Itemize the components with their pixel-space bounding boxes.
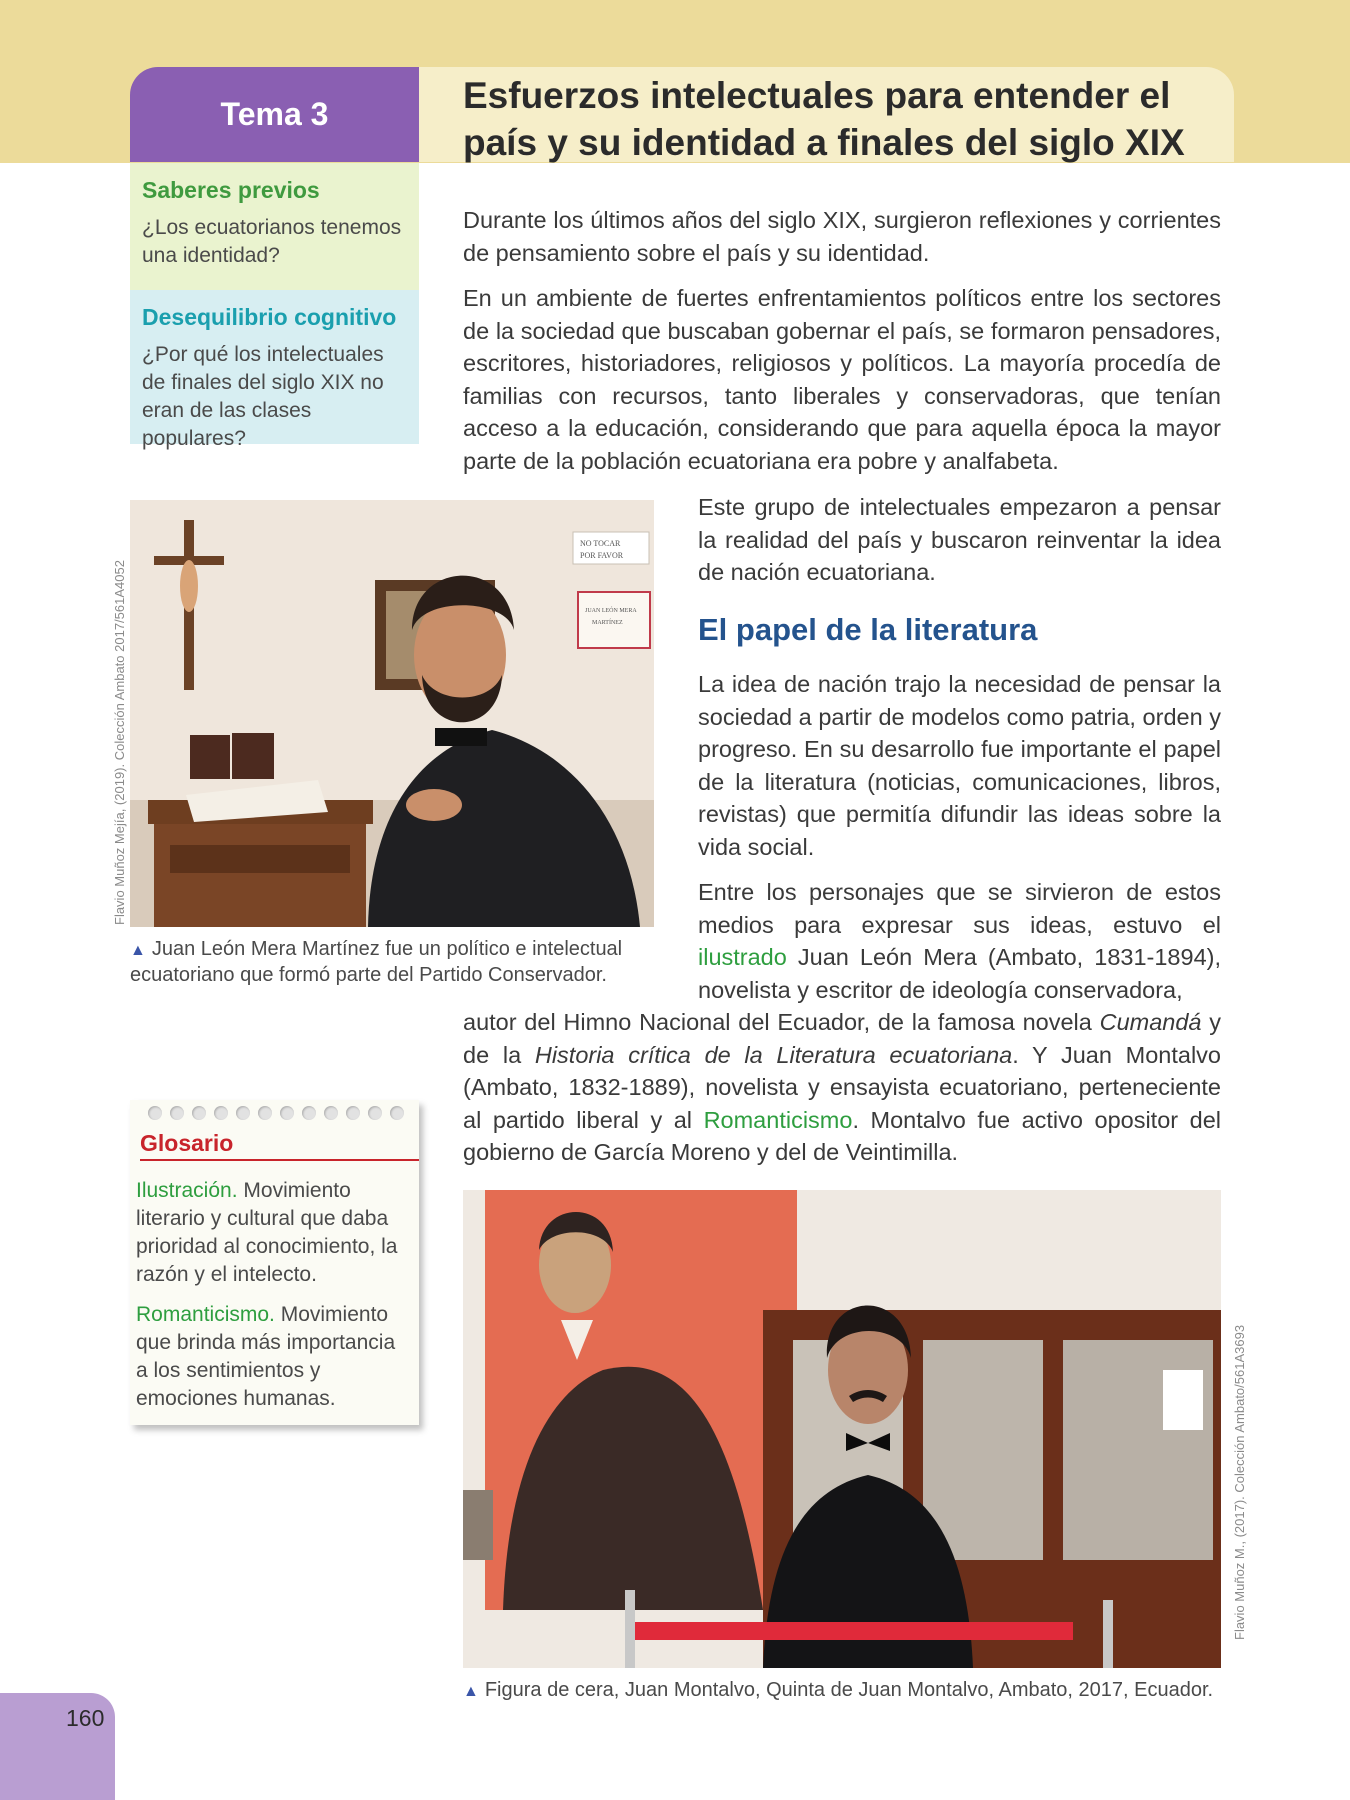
photo2-caption: ▲ Figura de cera, Juan Montalvo, Quinta de Juan Montalvo, Ambato, 2017, Ecuador. xyxy=(463,1679,1214,1701)
svg-text:POR FAVOR: POR FAVOR xyxy=(580,551,624,560)
paragraph-5: Entre los personajes que se sirvieron de estos medios para expresar sus ideas, estuvo el ilustrado Juan León Mera (Ambato, 1831-1894), novelista y escritor de ideología conservadora, xyxy=(698,879,1221,1003)
spiral-binding-icon xyxy=(148,1106,418,1122)
glosario-title: Glosario xyxy=(140,1130,419,1161)
title-line-2: país y su identidad a finales del siglo XIX xyxy=(463,122,1185,163)
page-title xyxy=(463,72,1223,166)
svg-text:NO TOCAR: NO TOCAR xyxy=(580,539,621,548)
page-number: 160 xyxy=(66,1705,105,1731)
triangle-icon: ▲ xyxy=(130,942,146,959)
section-title: El papel de la literatura xyxy=(698,612,1038,647)
saberes-text: ¿Los ecuatorianos tenemos una identidad? xyxy=(142,216,402,267)
paragraph-4: La idea de nación trajo la necesidad de pensar la sociedad a partir de modelos como patria, orden y progreso. En su desarrollo fue importante el papel de la literatura (noticias, comunicaciones, libros, revistas) que permitía difundir las ideas sobre la vida social. xyxy=(698,671,1221,860)
desequilibrio-box xyxy=(130,290,419,450)
svg-text:MARTÍNEZ: MARTÍNEZ xyxy=(592,620,623,626)
saberes-previos-box xyxy=(130,163,419,290)
paragraph-2: En un ambiente de fuertes enfrentamientos políticos entre los sectores de la sociedad que buscaban gobernar el país, se formaron pensadores, escritores, historiadores, religiosos y políticos. La mayoría procedía de familias con recursos, tanto liberales y conservadoras, que tenían acceso a la educación, considerando que para aquella época la mayor parte de la población ecuatoriana era pobre y analfabeta. xyxy=(463,285,1221,474)
paragraph-3: Este grupo de intelectuales empezaron a pensar la realidad del país y buscaron reinventar la idea de nación ecuatoriana. xyxy=(698,494,1221,585)
term-ilustrado: ilustrado xyxy=(698,944,787,970)
glosario-entry-ilustracion: Ilustración. Movimiento literario y cultural que daba prioridad al conocimiento, la razón y el intelecto. xyxy=(136,1179,398,1286)
term-romanticismo: Romanticismo xyxy=(703,1106,853,1133)
desequilibrio-text: ¿Por qué los intelectuales de finales del siglo XIX no eran de las clases populares? xyxy=(142,343,384,450)
saberes-heading: Saberes previos xyxy=(142,177,320,203)
triangle-icon: ▲ xyxy=(463,1683,479,1700)
photo-juan-leon-mera xyxy=(130,500,654,927)
photo2-credit: Flavio Muñoz M., (2017). Colección Ambato/561A3693 xyxy=(1232,1324,1247,1640)
glosario-box xyxy=(130,1100,419,1425)
title-cumanda: Cumandá xyxy=(1099,1009,1202,1035)
photo-juan-montalvo xyxy=(463,1190,1221,1668)
title-line-1: Esfuerzos intelectuales para entender el xyxy=(463,75,1171,116)
tema-label: Tema 3 xyxy=(130,67,419,162)
desequilibrio-heading: Desequilibrio cognitivo xyxy=(142,304,397,330)
paragraph-1: Durante los últimos años del siglo XIX, surgieron reflexiones y corrientes de pensamiento sobre el país y su identidad. xyxy=(463,207,1221,266)
svg-text:JUAN LEÓN MERA: JUAN LEÓN MERA xyxy=(585,608,637,614)
title-historia-critica: Historia crítica de la Literatura ecuatoriana xyxy=(534,1041,1013,1068)
glosario-entry-romanticismo: Romanticismo. Movimiento que brinda más importancia a los sentimientos y emociones humanas. xyxy=(136,1303,396,1410)
photo1-credit: Flavio Muñoz Mejía, (2019). Colección Ambato 2017/561A4052 xyxy=(112,560,127,925)
photo1-caption: ▲ Juan León Mera Martínez fue un político e intelectual ecuatoriano que formó parte del Partido Conservador. xyxy=(130,938,623,986)
paragraph-6: autor del Himno Nacional del Ecuador, de la famosa novela Cumandá y de la Historia crítica de la Literatura ecuatoriana. Y Juan Montalvo (Ambato, 1832-1889), novelista y ensayista ecuatoriano, perteneciente al partido liberal y al Romanticismo. Montalvo fue activo opositor del gobierno de García Moreno y del de Veintimilla. xyxy=(463,1009,1222,1165)
